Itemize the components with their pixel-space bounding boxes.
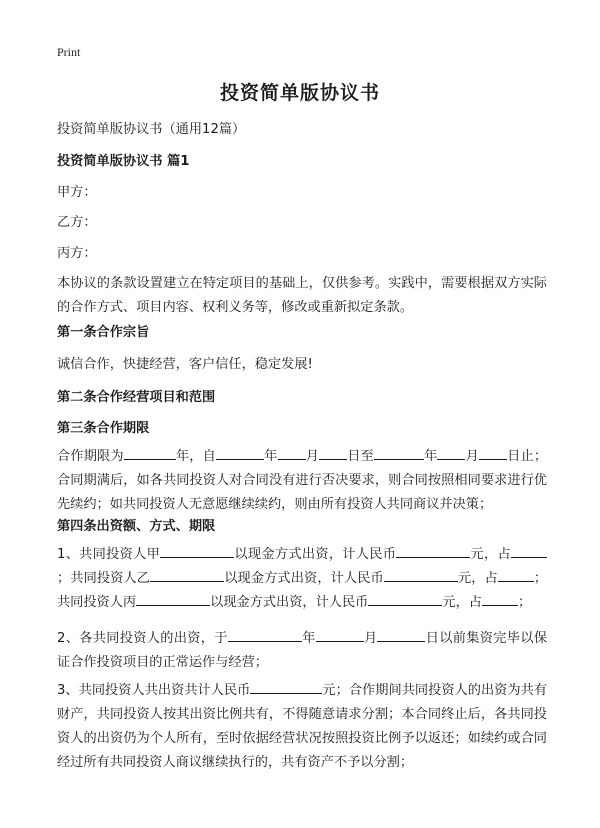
blank-line <box>250 680 322 694</box>
text-segment: 以现金方式出资，计人民币 <box>210 595 369 610</box>
text-segment: ，占 <box>455 595 482 610</box>
intro-paragraph: 本协议的条款设置建立在特定项目的基础上，仅供参考。实践中，需要根据双方实际的合作方式、项目内容、权利义务等，修改或重新拟定条款。 <box>57 276 547 315</box>
blank-line <box>278 446 306 460</box>
text-segment: 月 <box>305 449 320 464</box>
article-1-text: 诚信合作，快捷经营，客户信任，稳定发展! <box>57 357 313 372</box>
text-segment: 以现金方式出资，计人民币 <box>224 571 384 586</box>
print-label: Print <box>57 45 81 59</box>
text-segment: 元；合作期间共同投资人的出资为共有财产，共同投资人按其出资比例共有，不得随意请求分割；本合同终止后，各共同投资人的出资仍为个人所有，至时依据经营状况按照投资比例予以返还；如续约或合同经过所有共同投资人商议继续执行的，共有资产不予以分割； <box>57 683 547 770</box>
blank-line <box>374 446 424 460</box>
text-segment: 年 <box>423 449 438 464</box>
blank-line <box>511 544 547 558</box>
blank-line <box>160 544 234 558</box>
text-segment: 月 <box>465 449 480 464</box>
text-segment: 年，自 <box>175 449 217 464</box>
text-segment: 占 <box>484 571 498 586</box>
text-segment: ；共同投资人丙 <box>57 571 548 610</box>
party-c-label: 丙方： <box>57 246 97 261</box>
blank-line <box>150 568 224 582</box>
text-segment: 元 <box>442 595 456 610</box>
blank-line <box>437 446 465 460</box>
text-segment: 日至 <box>347 449 374 464</box>
blank-line <box>482 592 518 606</box>
blank-line <box>216 446 264 460</box>
article-4-clause-1 <box>57 543 547 615</box>
text-segment: 月 <box>363 631 378 646</box>
text-segment: 年 <box>301 631 316 646</box>
blank-line <box>319 446 347 460</box>
article-1-heading: 第一条合作宗旨 <box>57 325 150 340</box>
text-segment: 日止 <box>507 449 534 464</box>
section-heading: 投资简单版协议书 篇1 <box>57 154 190 169</box>
article-3-heading: 第三条合作期限 <box>57 421 150 436</box>
blank-line <box>124 446 176 460</box>
blank-line <box>316 628 364 642</box>
text-segment: 年 <box>264 449 278 464</box>
blank-line <box>479 446 507 460</box>
text-segment: 元，占 <box>470 547 512 562</box>
blank-line <box>396 544 470 558</box>
text-segment: 元， <box>457 571 485 586</box>
text-segment: 1、共同投资人甲 <box>57 547 161 562</box>
blank-line <box>384 568 458 582</box>
article-4-heading: 第四条出资额、方式、期限 <box>57 519 216 534</box>
blank-line <box>368 592 442 606</box>
blank-line <box>377 628 425 642</box>
party-b-label: 乙方： <box>57 215 97 230</box>
text-segment: 2、各共同投资人的出资，于 <box>57 631 228 646</box>
article-3-paragraph <box>57 445 547 517</box>
blank-line <box>228 628 302 642</box>
text-segment: 以现金方式出资，计人民币 <box>234 547 397 562</box>
article-4-clause-2 <box>57 627 547 675</box>
article-4-clause-3 <box>57 679 547 775</box>
blank-line <box>136 592 210 606</box>
text-segment: ；合同期满后，如各共同投资人对合同没有进行否决要求，则合同按照相同要求进行优先续约；如共同投资人无意愿继续续约，则由所有投资人共同商议并决策； <box>57 449 548 512</box>
text-segment: ； <box>517 595 532 610</box>
text-segment: 日以前集资完毕以保证合作投资项目的正常运作与经营； <box>57 631 548 670</box>
text-segment: ；共同投资人乙 <box>57 571 151 586</box>
document-title: 投资简单版协议书 <box>219 82 380 104</box>
blank-line <box>498 568 534 582</box>
text-segment: 3、共同投资人共出资共计人民币 <box>57 683 251 698</box>
text-segment: 合作期限为 <box>57 449 124 464</box>
article-2-heading: 第二条合作经营项目和范围 <box>57 390 216 405</box>
party-a-label: 甲方： <box>57 185 97 200</box>
document-subtitle: 投资简单版协议书（通用12篇） <box>57 122 246 137</box>
